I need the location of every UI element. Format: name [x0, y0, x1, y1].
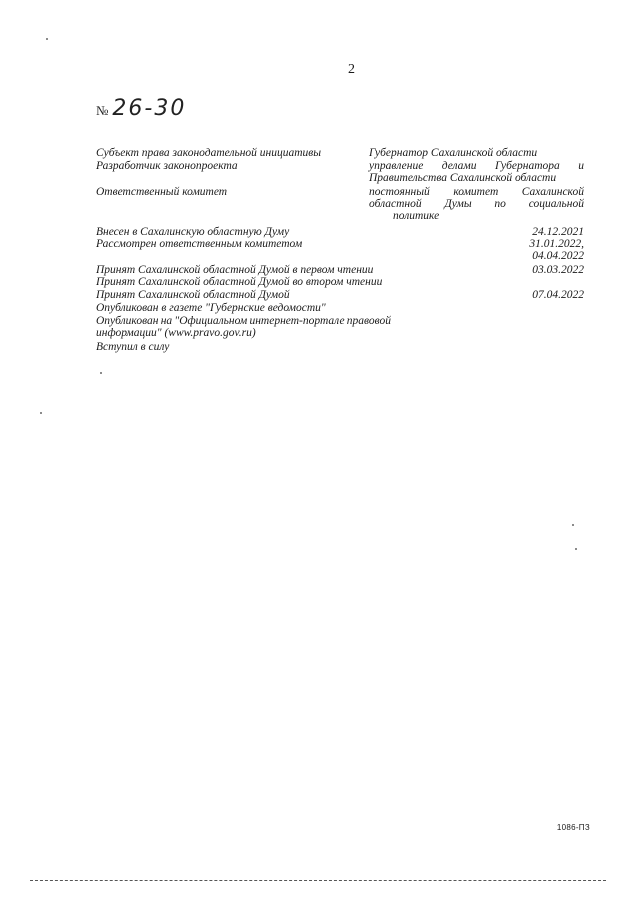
- word: комитет: [453, 186, 499, 198]
- word: Правительства Сахалинской области: [369, 172, 557, 184]
- number-sign: №: [96, 103, 109, 118]
- word: правовой: [346, 315, 391, 327]
- developer-line-1: [369, 160, 584, 172]
- published-newspaper-label: Опубликован в газете "Губернские ведомости": [96, 302, 326, 314]
- word: на: [160, 315, 173, 327]
- in-force-label: Вступил в силу: [96, 341, 170, 353]
- subject-value: [369, 147, 584, 159]
- subject-value-text: Губернатор Сахалинской области: [369, 147, 538, 159]
- word: Сахалинской: [521, 186, 584, 198]
- word: "Официальном: [174, 315, 248, 327]
- developer-label: Разработчик законопроекта: [96, 160, 238, 172]
- word: по: [494, 198, 506, 210]
- word: и: [578, 160, 584, 172]
- committee-line-2: [369, 198, 584, 210]
- word: делами: [441, 160, 477, 172]
- committee-label: Ответственный комитет: [96, 186, 228, 198]
- word: Опубликован: [96, 315, 159, 327]
- word: Губернатора: [494, 160, 560, 172]
- document-code: 1086-ПЗ: [556, 823, 590, 832]
- portal-line-2: [96, 327, 391, 339]
- registration-number: [96, 96, 186, 121]
- developer-value: [369, 160, 584, 184]
- word: областной: [369, 198, 422, 210]
- second-reading-label: Принят Сахалинской областной Думой во втором чтении: [96, 276, 383, 288]
- submitted-date: 24.12.2021: [532, 226, 584, 238]
- word: политике: [393, 210, 440, 222]
- committee-line-3: [369, 210, 584, 222]
- portal-line-1: [96, 315, 391, 327]
- committee-value: [369, 186, 584, 222]
- submitted-label: Внесен в Сахалинскую областную Думу: [96, 226, 290, 238]
- considered-date-1: 31.01.2022,: [529, 238, 584, 250]
- considered-date-2: 04.04.2022: [532, 250, 584, 262]
- scan-speck: [100, 372, 102, 374]
- handwritten-number: 26-30: [112, 96, 187, 121]
- word: управление: [369, 160, 424, 172]
- adopted-label: Принят Сахалинской областной Думой: [96, 289, 290, 301]
- scan-edge-line: [30, 880, 606, 881]
- page-number: 2: [348, 62, 355, 77]
- word: информации" (www.pravo.gov.ru): [96, 327, 256, 339]
- published-portal-label: [96, 315, 391, 339]
- word: социальной: [528, 198, 584, 210]
- considered-label: Рассмотрен ответственным комитетом: [96, 238, 303, 250]
- subject-label: Субъект права законодательной инициативы: [96, 147, 322, 159]
- word: постоянный: [369, 186, 430, 198]
- first-reading-date: 03.03.2022: [532, 264, 584, 276]
- scan-speck: [572, 524, 574, 526]
- word: интернет-портале: [249, 315, 345, 327]
- developer-line-2: [369, 172, 584, 184]
- first-reading-label: Принят Сахалинской областной Думой в первом чтении: [96, 264, 374, 276]
- adopted-date: 07.04.2022: [532, 289, 584, 301]
- scan-speck: [46, 38, 48, 40]
- word: Думы: [444, 198, 472, 210]
- scan-speck: [575, 548, 577, 550]
- scan-speck: [40, 412, 42, 414]
- committee-line-1: [369, 186, 584, 198]
